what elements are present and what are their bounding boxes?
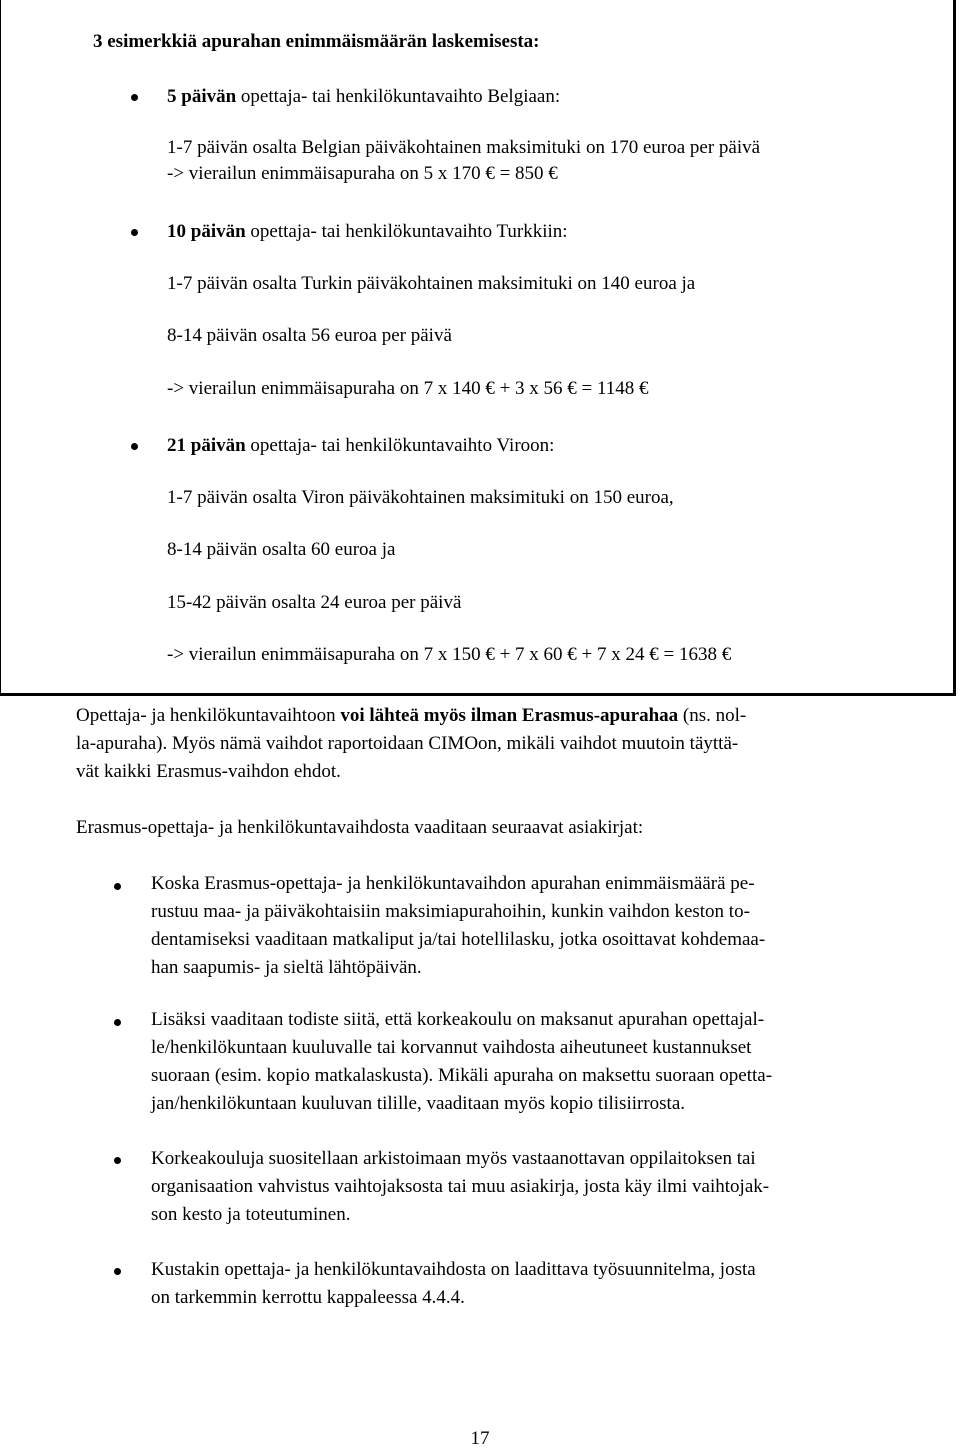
document-item-2 [151,1006,772,1118]
bullet-dot [114,1019,121,1026]
document-item-1-line: han saapumis- ja sieltä lähtöpäivän. [151,957,422,978]
zero-grant-line-3: vät kaikki Erasmus-vaihdon ehdot. [76,761,341,782]
document-item-4 [151,1256,756,1312]
example-2-line-2: 8-14 päivän osalta 56 euroa per päivä [167,325,452,346]
document-item-3 [151,1145,769,1229]
page-number: 17 [470,1428,490,1449]
document-item-1-line: rustuu maa- ja päiväkohtaisiin maksimiapurahoihin, kunkin vaihdon keston to- [151,901,750,922]
document-item-1-line: Koska Erasmus-opettaja- ja henkilökuntavaihdon apurahan enimmäismäärä pe- [151,873,755,894]
box-heading: 3 esimerkkiä apurahan enimmäismäärän laskemisesta: [93,31,540,52]
example-2-title: 10 päivän opettaja- tai henkilökuntavaihto Turkkiin: [167,221,568,242]
example-3-line-4: -> vierailun enimmäisapuraha on 7 x 150 € + 7 x 60 € + 7 x 24 € = 1638 € [167,644,732,665]
document-item-1-line: dentamiseksi vaaditaan matkaliput ja/tai hotellilasku, jotka osoittavat kohdemaa- [151,929,766,950]
zero-grant-line-1: Opettaja- ja henkilökuntavaihtoon voi lähteä myös ilman Erasmus-apurahaa (ns. nol- [76,705,747,726]
bullet-dot [131,229,138,236]
document-item-2-line: le/henkilökuntaan kuuluvalle tai korvannut vaihdosta aiheutuneet kustannukset [151,1037,752,1058]
document-item-3-line: Korkeakouluja suositellaan arkistoimaan myös vastaanottavan oppilaitoksen tai [151,1148,756,1169]
document-item-1 [151,870,765,982]
bullet-dot [131,94,138,101]
bullet-dot [114,1268,121,1275]
example-1-line-1: 1-7 päivän osalta Belgian päiväkohtainen maksimituki on 170 euroa per päivä [167,137,761,158]
bullet-dot [131,443,138,450]
example-3-line-3: 15-42 päivän osalta 24 euroa per päivä [167,592,462,613]
document-item-3-line: organisaation vahvistus vaihtojaksosta tai muu asiakirja, josta käy ilmi vaihtojak- [151,1176,770,1197]
example-1-line-2: -> vierailun enimmäisapuraha on 5 x 170 € = 850 € [167,163,558,184]
example-3-line-2: 8-14 päivän osalta 60 euroa ja [167,539,396,560]
bullet-dot [114,1157,121,1164]
document-item-2-line: jan/henkilökuntaan kuuluvan tilille, vaaditaan myös kopio tilisiirrosta. [151,1093,686,1114]
document-item-2-line: suoraan (esim. kopio matkalaskusta). Mikäli apuraha on maksettu suoraan opetta- [151,1065,773,1086]
examples-box [0,0,956,696]
document-item-4-line: Kustakin opettaja- ja henkilökuntavaihdosta on laadittava työsuunnitelma, josta [151,1259,756,1280]
bullet-dot [114,883,121,890]
example-2-line-1: 1-7 päivän osalta Turkin päiväkohtainen maksimituki on 140 euroa ja [167,273,696,294]
example-3-line-1: 1-7 päivän osalta Viron päiväkohtainen maksimituki on 150 euroa, [167,487,674,508]
example-3-title: 21 päivän opettaja- tai henkilökuntavaihto Viroon: [167,435,555,456]
document-item-2-line: Lisäksi vaaditaan todiste siitä, että korkeakoulu on maksanut apurahan opettajal- [151,1009,765,1030]
document-item-4-line: on tarkemmin kerrottu kappaleessa 4.4.4. [151,1287,465,1308]
example-1-title: 5 päivän opettaja- tai henkilökuntavaihto Belgiaan: [167,86,561,107]
zero-grant-paragraph [76,702,746,786]
documents-intro: Erasmus-opettaja- ja henkilökuntavaihdosta vaaditaan seuraavat asiakirjat: [76,817,644,838]
zero-grant-line-2: la-apuraha). Myös nämä vaihdot raportoidaan CIMOon, mikäli vaihdot muutoin täyttä- [76,733,739,754]
example-2-line-3: -> vierailun enimmäisapuraha on 7 x 140 € + 3 x 56 € = 1148 € [167,378,649,399]
document-item-3-line: son kesto ja toteutuminen. [151,1204,351,1225]
